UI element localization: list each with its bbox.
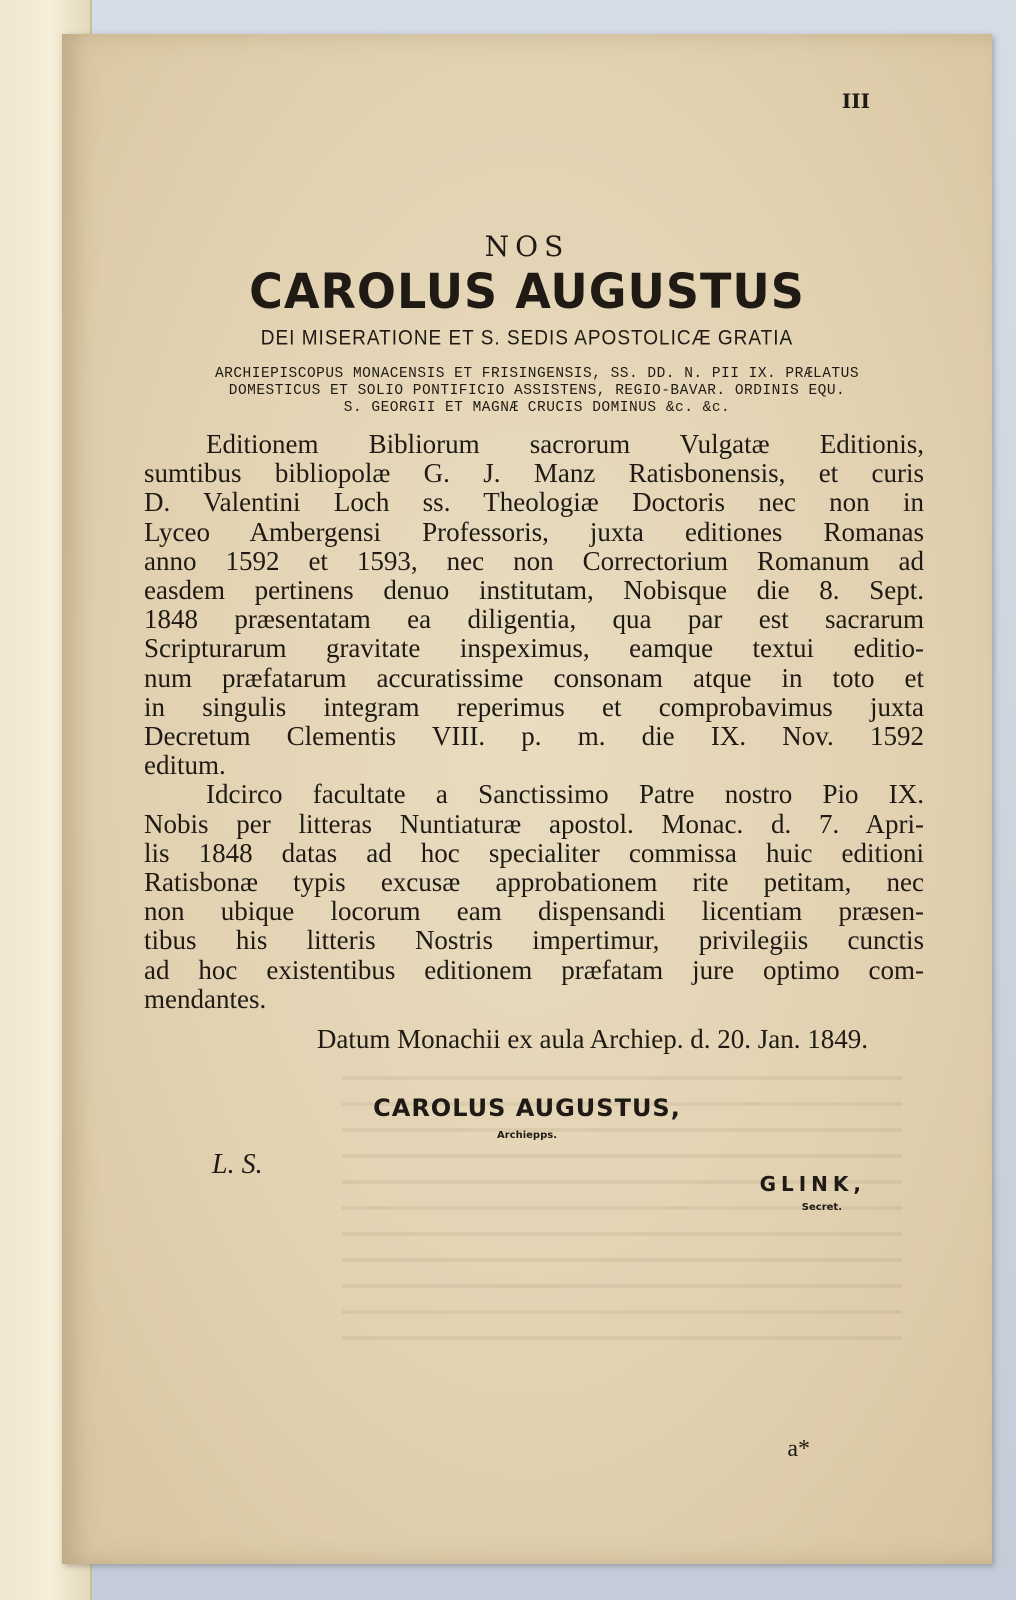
text-line: Ratisbonæ typis excusæ approbationem rite petitam, nec [144, 867, 924, 898]
text-line: Decretum Clementis VIII. p. m. die IX. Nov. 1592 [144, 721, 924, 752]
text-line: easdem pertinens denuo institutam, Nobisque die 8. Sept. [144, 575, 924, 606]
datum-line: Datum Monachii ex aula Archiep. d. 20. Jan. 1849. [316, 1024, 868, 1054]
signatory-title: Archiepps. [497, 1130, 557, 1141]
text-line: non ubique locorum eam dispensandi licentiam præsen- [144, 896, 924, 927]
seal-mark: L. S. [212, 1149, 263, 1180]
text-line: lis 1848 datas ad hoc specialiter commissa huic editioni [144, 837, 924, 868]
page-number: III [841, 89, 870, 113]
book-page [62, 34, 992, 1564]
text-line: Idcirco facultate a Sanctissimo Patre nostro Pio IX. [206, 779, 924, 810]
heading-title-line: DOMESTICUS ET SOLIO PONTIFICIO ASSISTENS, REGIO-BAVAR. ORDINIS EQU. [228, 383, 846, 399]
text-line: ad hoc existentibus editionem præfatam jure optimo com- [144, 954, 924, 985]
secretary-name: GLINK, [759, 1172, 866, 1196]
text-line: anno 1592 et 1593, nec non Correctorium Romanum ad [144, 545, 924, 576]
heading-title-line: S. GEORGII ET MAGNÆ CRUCIS DOMINUS &c. &c. [343, 400, 731, 416]
heading-name: CAROLUS AUGUSTUS [249, 262, 805, 320]
text-line: num præfatarum accuratissime consonam atque in toto et [144, 662, 924, 693]
text-line: Scripturarum gravitate inspeximus, eamque textui editio- [144, 633, 924, 664]
text-line: 1848 præsentatam ea diligentia, qua par est sacrarum [144, 604, 924, 635]
heading-titles [142, 366, 932, 417]
heading-subtitle: DEI MISERATIONE ET S. SEDIS APOSTOLICÆ GRATIA [260, 326, 794, 350]
paragraph-approval [144, 430, 924, 780]
paragraph-privilege [144, 780, 924, 1014]
text-line: D. Valentini Loch ss. Theologiæ Doctoris nec non in [144, 487, 924, 518]
signatory-name: CAROLUS AUGUSTUS, [373, 1094, 681, 1122]
text-line: editum. [144, 750, 226, 781]
secretary-title: Secret. [801, 1202, 842, 1213]
signature-mark: a* [787, 1436, 810, 1462]
text-line: tibus his litteris Nostris impertimur, privilegiis cunctis [144, 925, 924, 956]
text-line: Nobis per litteras Nuntiaturæ apostol. Monac. d. 7. Apri- [144, 808, 924, 839]
body-text [144, 430, 924, 1014]
text-line: Lyceo Ambergensi Professoris, juxta editiones Romanas [144, 516, 924, 547]
heading-nos: NOS [484, 230, 570, 263]
text-line: mendantes. [144, 983, 267, 1014]
heading-title-line: ARCHIEPISCOPUS MONACENSIS ET FRISINGENSIS, SS. DD. N. PII IX. PRÆLATUS [214, 366, 860, 382]
text-line: Editionem Bibliorum sacrorum Vulgatæ Editionis, [206, 429, 924, 459]
text-line: sumtibus bibliopolæ G. J. Manz Ratisbonensis, et curis [144, 458, 924, 489]
text-line: in singulis integram reperimus et comprobavimus juxta [144, 691, 924, 722]
